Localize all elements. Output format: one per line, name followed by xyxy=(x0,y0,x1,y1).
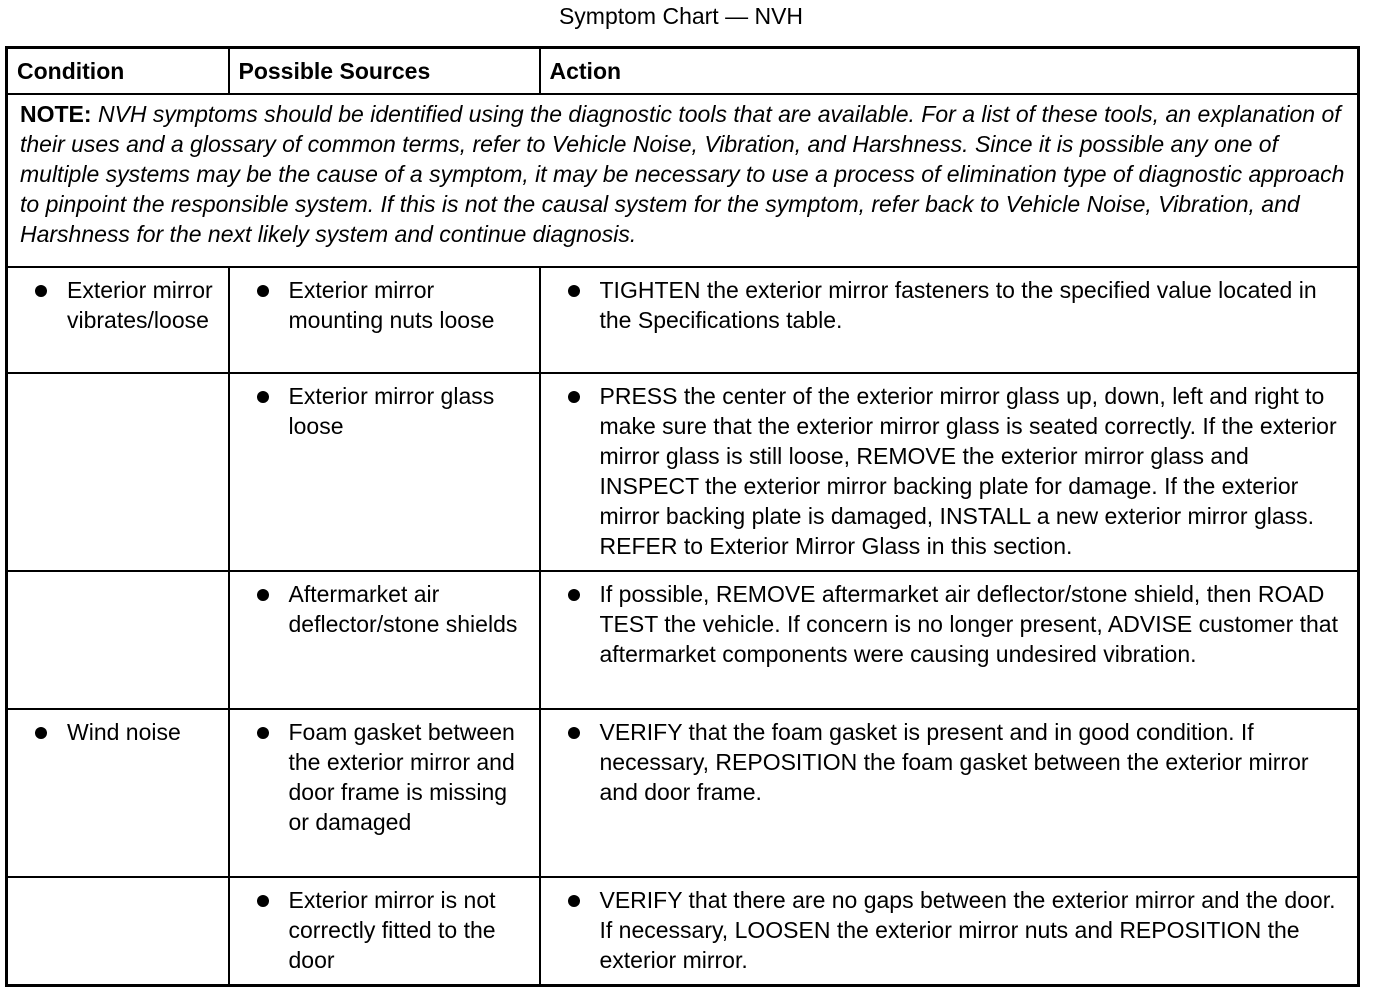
table-row xyxy=(7,267,1359,373)
table-row xyxy=(7,571,1359,709)
action-item xyxy=(541,275,1350,335)
bullet-icon xyxy=(257,895,269,907)
condition-cell xyxy=(7,877,229,985)
action-cell xyxy=(540,877,1359,985)
action-text: TIGHTEN the exterior mirror fasteners to the specified value located in the Specifications table. xyxy=(599,277,1317,333)
bullet-icon xyxy=(257,285,269,297)
condition-cell xyxy=(7,267,229,373)
action-cell xyxy=(540,373,1359,571)
source-cell xyxy=(229,877,540,985)
source-item xyxy=(230,579,531,639)
condition-item xyxy=(8,275,220,335)
action-item xyxy=(541,885,1350,975)
condition-cell xyxy=(7,571,229,709)
header-row xyxy=(7,48,1359,95)
source-item xyxy=(230,717,531,837)
note-text: NVH symptoms should be identified using the diagnostic tools that are available. For a list of these tools, an explanation of their uses and a glossary of common terms, refer to Vehicle Noise, Vibration, and Harshness. Since it is possible any one of multiple systems may be the cause of a symptom, it may be necessary to use a process of elimination type of diagnostic approach to pinpoint the responsible system. If this is not the causal system for the symptom, refer back to Vehicle Noise, Vibration, and Harshness for the next likely system and continue diagnosis. xyxy=(20,101,1345,247)
action-cell xyxy=(540,267,1359,373)
table-row xyxy=(7,373,1359,571)
action-text: VERIFY that the foam gasket is present and in good condition. If necessary, REPOSITION the foam gasket between the exterior mirror and door frame. xyxy=(599,719,1309,805)
note-cell xyxy=(7,94,1359,267)
bullet-icon xyxy=(568,727,580,739)
condition-item xyxy=(8,717,220,747)
action-item xyxy=(541,717,1350,807)
source-text: Exterior mirror mounting nuts loose xyxy=(288,277,495,333)
source-item xyxy=(230,381,531,441)
bullet-icon xyxy=(257,391,269,403)
source-cell xyxy=(229,267,540,373)
bullet-icon xyxy=(568,391,580,403)
page-title: Symptom Chart — NVH xyxy=(558,3,804,29)
symptom-chart-table xyxy=(5,46,1360,987)
source-text: Foam gasket between the exterior mirror and door frame is missing or damaged xyxy=(288,719,515,835)
action-cell xyxy=(540,571,1359,709)
source-item xyxy=(230,885,531,975)
note-label: NOTE: xyxy=(20,101,92,127)
action-item xyxy=(541,579,1350,669)
source-item xyxy=(230,275,531,335)
condition-text: Wind noise xyxy=(67,719,181,745)
condition-text: Exterior mirror vibrates/loose xyxy=(67,277,213,333)
bullet-icon xyxy=(568,285,580,297)
header-condition: Condition xyxy=(7,48,229,95)
bullet-icon xyxy=(257,727,269,739)
header-possible-sources: Possible Sources xyxy=(229,48,540,95)
action-text: VERIFY that there are no gaps between the exterior mirror and the door. If necessary, LOOSEN the exterior mirror nuts and REPOSITION the exterior mirror. xyxy=(599,887,1336,973)
bullet-icon xyxy=(568,895,580,907)
source-cell xyxy=(229,373,540,571)
table-row xyxy=(7,877,1359,985)
source-cell xyxy=(229,571,540,709)
header-action: Action xyxy=(540,48,1359,95)
bullet-icon xyxy=(257,589,269,601)
action-text: PRESS the center of the exterior mirror glass up, down, left and right to make sure that the exterior mirror glass is seated correctly. If the exterior mirror glass is still loose, REMOVE the exterior mirror glass and INSPECT the exterior mirror backing plate for damage. If the exterior mirror backing plate is damaged, INSTALL a new exterior mirror glass. REFER to Exterior Mirror Glass in this section. xyxy=(599,383,1337,559)
condition-cell xyxy=(7,373,229,571)
action-item xyxy=(541,381,1350,561)
bullet-icon xyxy=(35,727,47,739)
condition-cell xyxy=(7,709,229,877)
source-text: Exterior mirror is not correctly fitted to the door xyxy=(288,887,496,973)
note-row xyxy=(7,94,1359,267)
action-text: If possible, REMOVE aftermarket air deflector/stone shield, then ROAD TEST the vehicle. If concern is no longer present, ADVISE customer that aftermarket components were causing undesired vibration. xyxy=(599,581,1338,667)
source-text: Aftermarket air deflector/stone shields xyxy=(288,581,518,637)
source-cell xyxy=(229,709,540,877)
bullet-icon xyxy=(568,589,580,601)
table-row xyxy=(7,709,1359,877)
source-text: Exterior mirror glass loose xyxy=(288,383,495,439)
action-cell xyxy=(540,709,1359,877)
bullet-icon xyxy=(35,285,47,297)
